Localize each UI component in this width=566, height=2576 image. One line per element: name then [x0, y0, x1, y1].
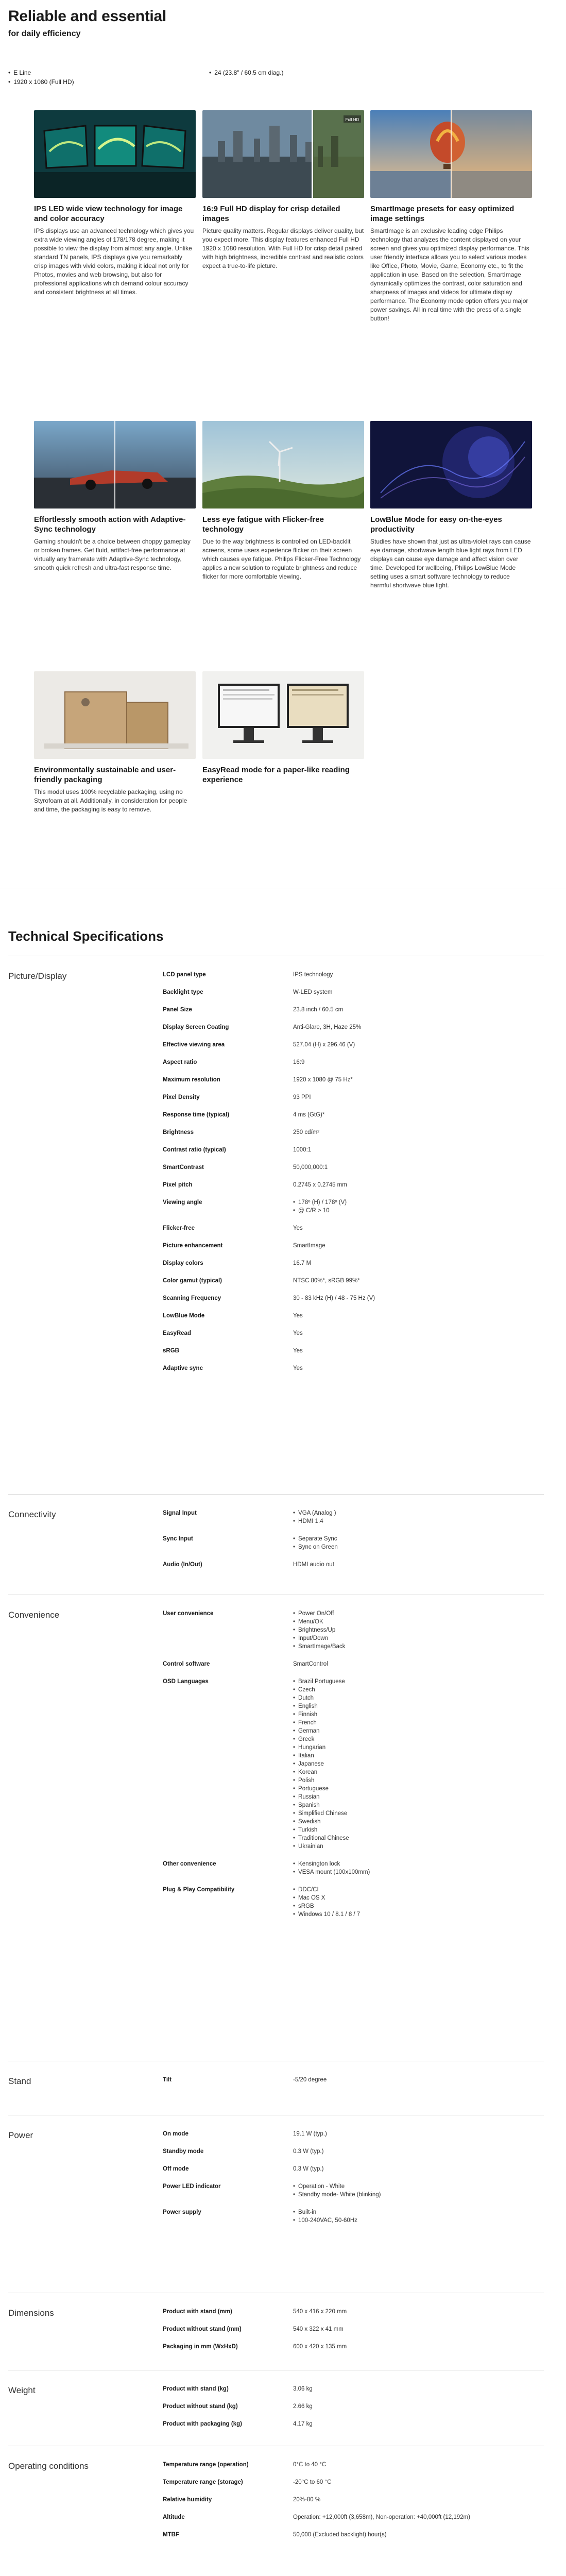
- spec-label: Altitude: [163, 2514, 185, 2520]
- feature-image-adaptive-sync: [34, 421, 196, 509]
- spec-value: [293, 1242, 540, 1250]
- page-subtitle: for daily efficiency: [8, 29, 81, 38]
- spec-value-item: • Russian: [293, 1793, 540, 1801]
- spec-label: Adaptive sync: [163, 1365, 203, 1371]
- spec-value-item: 1000:1: [293, 1147, 312, 1153]
- page-title: Reliable and essential: [8, 8, 166, 25]
- feature-packaging: [34, 671, 196, 814]
- feature-adaptive-sync: [34, 421, 196, 572]
- spec-value-item: • Japanese: [293, 1760, 540, 1768]
- spec-value-item: • Finnish: [293, 1710, 540, 1719]
- spec-value-item: • HDMI 1.4: [293, 1517, 540, 1526]
- spec-label: Product with packaging (kg): [163, 2421, 242, 2427]
- spec-value: [293, 1860, 540, 1876]
- spec-label: On mode: [163, 2131, 188, 2137]
- spec-label: LCD panel type: [163, 972, 206, 978]
- hero: [8, 7, 544, 39]
- spec-value-item: 0.2745 x 0.2745 mm: [293, 1182, 347, 1188]
- spec-section-title: Power: [8, 2130, 33, 2140]
- spec-label: Response time (typical): [163, 1112, 230, 1118]
- spec-label: Sync Input: [163, 1536, 193, 1542]
- spec-value-item: -5/20 degree: [293, 2077, 327, 2083]
- spec-value-item: 2.66 kg: [293, 2403, 313, 2410]
- feature-ips: [34, 110, 196, 297]
- spec-value: [293, 2208, 540, 2225]
- spec-label: Brightness: [163, 1129, 194, 1136]
- feature-image-smartimage: [370, 110, 532, 198]
- spec-value: [293, 1224, 540, 1232]
- spec-value: [293, 2513, 540, 2521]
- spec-value-item: • Ukrainian: [293, 1842, 540, 1851]
- spec-section-title: Operating conditions: [8, 2461, 89, 2471]
- spec-value-item: • 178º (H) / 178º (V): [293, 1198, 540, 1207]
- spec-value-item: • Brazil Portuguese: [293, 1677, 540, 1686]
- spec-value-item: • DDC/CI: [293, 1886, 540, 1894]
- feature-text: Picture quality matters. Regular displays deliver quality, but you expect more. This display features enhanced Full HD 1920 x 1080 resolution. With Full HD for crisp detail paired with high brightness, incredible contrast and realistic colors expect a true-to-life picture.: [202, 227, 364, 269]
- feature-title: EasyRead mode for a paper-like reading experience: [202, 766, 350, 784]
- spec-label: Flicker-free: [163, 1225, 195, 1231]
- spec-value-item: • Turkish: [293, 1826, 540, 1834]
- spec-label: EasyRead: [163, 1330, 191, 1336]
- spec-section-title: Picture/Display: [8, 971, 67, 981]
- specs-title: Technical Specifications: [8, 928, 164, 944]
- spec-label: Backlight type: [163, 989, 203, 995]
- spec-value-item: 3.06 kg: [293, 2386, 313, 2392]
- spec-value: [293, 2165, 540, 2173]
- spec-value-item: • Separate Sync: [293, 1535, 540, 1543]
- feature-title: LowBlue Mode for easy on-the-eyes productivity: [370, 515, 502, 534]
- spec-label: Temperature range (operation): [163, 2462, 249, 2468]
- spec-value: [293, 2402, 540, 2411]
- spec-label: Display colors: [163, 1260, 203, 1266]
- spec-value-item: • VGA (Analog ): [293, 1509, 540, 1517]
- spec-value: [293, 1609, 540, 1651]
- spec-value-item: Yes: [293, 1313, 303, 1319]
- feature-image-ips: [34, 110, 196, 198]
- spec-label: Pixel pitch: [163, 1182, 193, 1188]
- feature-title: 16:9 Full HD display for crisp detailed images: [202, 205, 340, 223]
- spec-label: Picture enhancement: [163, 1243, 223, 1249]
- spec-value-item: • English: [293, 1702, 540, 1710]
- blue-light-image: [370, 421, 532, 509]
- spec-value-item: • 100-240VAC, 50-60Hz: [293, 2216, 540, 2225]
- feature-title: IPS LED wide view technology for image and color accuracy: [34, 205, 183, 223]
- spec-value: [293, 2461, 540, 2469]
- spec-value: [293, 1128, 540, 1137]
- spec-value-item: 600 x 420 x 135 mm: [293, 2344, 347, 2350]
- feature-image-flicker-free: [202, 421, 364, 509]
- spec-value-item: 0.3 W (typ.): [293, 2166, 324, 2172]
- spec-value-item: • Operation - White: [293, 2182, 540, 2191]
- spec-value-item: IPS technology: [293, 972, 333, 978]
- spec-value-item: SmartImage: [293, 1243, 325, 1249]
- city-skyline-image: [202, 110, 364, 198]
- spec-value-item: • Power On/Off: [293, 1609, 540, 1618]
- spec-section: [8, 1494, 544, 1568]
- feature-smartimage: [370, 110, 532, 323]
- spec-value: [293, 2420, 540, 2428]
- spec-value-item: • Kensington lock: [293, 1860, 540, 1868]
- spec-value: [293, 1329, 540, 1337]
- feature-flicker-free: [202, 421, 364, 581]
- spec-value: [293, 2496, 540, 2504]
- spec-value: [293, 1181, 540, 1189]
- spec-value: [293, 971, 540, 979]
- spec-value-item: Operation: +12,000ft (3,658m), Non-operation: +40,000ft (12,192m): [293, 2514, 470, 2520]
- spec-value: [293, 988, 540, 996]
- feature-title: Environmentally sustainable and user-friendly packaging: [34, 766, 176, 784]
- spec-value-item: 20%-80 %: [293, 2497, 321, 2503]
- spec-value: [293, 1259, 540, 1267]
- spec-value: [293, 2076, 540, 2084]
- spec-label: Power LED indicator: [163, 2183, 221, 2190]
- spec-value: [293, 2478, 540, 2486]
- spec-value-item: 0°C to 40 °C: [293, 2462, 327, 2468]
- spec-label: Off mode: [163, 2166, 189, 2172]
- spec-value: [293, 1677, 540, 1851]
- feature-image-lowblue: [370, 421, 532, 509]
- spec-value-item: • Built-in: [293, 2208, 540, 2216]
- spec-value-item: 4 ms (GtG)*: [293, 1112, 325, 1118]
- spec-value-item: • Polish: [293, 1776, 540, 1785]
- spec-value: [293, 1886, 540, 1919]
- feature-fullhd: [202, 110, 364, 270]
- spec-label: User convenience: [163, 1611, 214, 1617]
- spec-value-item: • German: [293, 1727, 540, 1735]
- spec-value-item: • Input/Down: [293, 1634, 540, 1642]
- spec-label: Other convenience: [163, 1861, 216, 1867]
- key-specs-left: [8, 68, 173, 87]
- spec-value: [293, 1364, 540, 1372]
- spec-value-item: 50,000,000:1: [293, 1164, 328, 1171]
- spec-value-item: 1920 x 1080 @ 75 Hz*: [293, 1077, 353, 1083]
- spec-label: Maximum resolution: [163, 1077, 220, 1083]
- spec-label: OSD Languages: [163, 1679, 209, 1685]
- spec-value-item: 19.1 W (typ.): [293, 2131, 327, 2137]
- spec-value-item: • SmartImage/Back: [293, 1642, 540, 1651]
- spec-value: [293, 1076, 540, 1084]
- spec-value: [293, 1023, 540, 1031]
- spec-value-item: • Brightness/Up: [293, 1626, 540, 1634]
- feature-text: Gaming shouldn't be a choice between choppy gameplay or broken frames. Get fluid, artifact-free performance at virtually any framerate with Adaptive-Sync technology, smooth quick refresh and ultra-fast response time.: [34, 538, 191, 571]
- spec-value: [293, 1312, 540, 1320]
- spec-section-title: Convenience: [8, 1610, 60, 1620]
- spec-label: Panel Size: [163, 1007, 192, 1013]
- spec-value-item: Yes: [293, 1348, 303, 1354]
- spec-value-item: • Traditional Chinese: [293, 1834, 540, 1842]
- spec-value-item: • Spanish: [293, 1801, 540, 1809]
- spec-value: [293, 1163, 540, 1172]
- spec-value: [293, 1111, 540, 1119]
- spec-value-item: • French: [293, 1719, 540, 1727]
- spec-value-item: • Korean: [293, 1768, 540, 1776]
- spec-value-item: • sRGB: [293, 1902, 540, 1910]
- easyread-monitors-image: [202, 671, 364, 759]
- car-racing-image: [34, 421, 196, 509]
- spec-value: [293, 1198, 540, 1215]
- feature-text: Studies have shown that just as ultra-violet rays can cause eye damage, shortwave length blue light rays from LED displays can cause eye damage and affect vision over time. Developed for wellbeing, Philips LowBlue Mode setting uses a smart software technology to reduce harmful shortwave blue light.: [370, 538, 531, 589]
- spec-label: Product with stand (kg): [163, 2386, 229, 2392]
- spec-label: Pixel Density: [163, 1094, 200, 1100]
- windmill-landscape-image: [202, 421, 364, 509]
- spec-value: [293, 2385, 540, 2393]
- key-spec-item: • E Line: [8, 68, 173, 77]
- spec-label: Packaging in mm (WxHxD): [163, 2344, 238, 2350]
- spec-label: Viewing angle: [163, 1199, 202, 1206]
- spec-value-item: • Greek: [293, 1735, 540, 1743]
- spec-value: [293, 1058, 540, 1066]
- spec-label: Power supply: [163, 2209, 201, 2215]
- spec-value-item: Yes: [293, 1365, 303, 1371]
- spec-value-item: • Simplified Chinese: [293, 1809, 540, 1818]
- spec-section-title: Stand: [8, 2076, 31, 2086]
- spec-label: Signal Input: [163, 1510, 197, 1516]
- spec-value-item: Yes: [293, 1330, 303, 1336]
- spec-value: [293, 1561, 540, 1569]
- feature-text: This model uses 100% recyclable packaging, using no Styrofoam at all. Additionally, in consideration for people and time, the packaging is easy to remove.: [34, 788, 187, 813]
- spec-value: [293, 2130, 540, 2138]
- packaging-image: [34, 671, 196, 759]
- spec-label: Aspect ratio: [163, 1059, 197, 1065]
- spec-label: Display Screen Coating: [163, 1024, 229, 1030]
- spec-value-item: 16:9: [293, 1059, 305, 1065]
- spec-value: [293, 2147, 540, 2156]
- spec-label: Product with stand (mm): [163, 2309, 232, 2315]
- spec-label: Contrast ratio (typical): [163, 1147, 226, 1153]
- full-hd-badge: Full HD: [345, 117, 359, 122]
- spec-value: [293, 2325, 540, 2333]
- spec-value-item: Anti-Glare, 3H, Haze 25%: [293, 1024, 362, 1030]
- spec-label: Audio (In/Out): [163, 1562, 202, 1568]
- spec-value-item: • Standby mode- White (blinking): [293, 2191, 540, 2199]
- spec-value-item: • Hungarian: [293, 1743, 540, 1752]
- feature-lowblue: [370, 421, 532, 590]
- spec-label: Standby mode: [163, 2148, 204, 2155]
- spec-value-item: 540 x 322 x 41 mm: [293, 2326, 344, 2332]
- spec-value: [293, 1093, 540, 1101]
- spec-label: MTBF: [163, 2532, 179, 2538]
- spec-value-item: • Swedish: [293, 1818, 540, 1826]
- spec-value-item: 250 cd/m²: [293, 1129, 320, 1136]
- spec-label: Temperature range (storage): [163, 2479, 243, 2485]
- spec-value: [293, 2531, 540, 2539]
- spec-value-item: 0.3 W (typ.): [293, 2148, 324, 2155]
- spec-value-item: HDMI audio out: [293, 1562, 334, 1568]
- feature-image-easyread: [202, 671, 364, 759]
- spec-label: Product without stand (mm): [163, 2326, 242, 2332]
- spec-value-item: 527.04 (H) x 296.46 (V): [293, 1042, 355, 1048]
- spec-value: [293, 1535, 540, 1551]
- spec-value-item: -20°C to 60 °C: [293, 2479, 332, 2485]
- key-spec-item: • 24 (23.8" / 60.5 cm diag.): [209, 68, 374, 77]
- spec-section-title: Weight: [8, 2385, 36, 2395]
- spec-value-item: • Sync on Green: [293, 1543, 540, 1551]
- ips-monitors-image: [34, 110, 196, 198]
- spec-value-item: • Windows 10 / 8.1 / 8 / 7: [293, 1910, 540, 1919]
- feature-image-fullhd: [202, 110, 364, 198]
- feature-image-packaging: [34, 671, 196, 759]
- spec-value: [293, 1294, 540, 1302]
- spec-value: [293, 2343, 540, 2351]
- spec-value-item: • Dutch: [293, 1694, 540, 1702]
- spec-value-item: 30 - 83 kHz (H) / 48 - 75 Hz (V): [293, 1295, 375, 1301]
- spec-value: [293, 1347, 540, 1355]
- spec-label: Product without stand (kg): [163, 2403, 238, 2410]
- feature-text: IPS displays use an advanced technology which gives you extra wide viewing angles of 178/178 degree, making it possible to view the display from almost any angle. Unlike standard TN panels, IPS displays give you remarkably crisp images with vivid colors, making it ideal not only for Photos, movies and web browsing, but also for professional applications which demand colour accuracy and consistent brightness at all times.: [34, 227, 194, 296]
- spec-value-item: SmartControl: [293, 1661, 328, 1667]
- spec-label: Color gamut (typical): [163, 1278, 222, 1284]
- spec-value-item: 4.17 kg: [293, 2421, 313, 2427]
- spec-value: [293, 1660, 540, 1668]
- spec-section-title: Dimensions: [8, 2308, 54, 2318]
- feature-title: Effortlessly smooth action with Adaptive-Sync technology: [34, 515, 186, 534]
- spec-value: [293, 1277, 540, 1285]
- spec-value-item: 93 PPI: [293, 1094, 311, 1100]
- spec-value-item: • Mac OS X: [293, 1894, 540, 1902]
- spec-label: SmartContrast: [163, 1164, 204, 1171]
- spec-value: [293, 2182, 540, 2199]
- key-spec-item: • 1920 x 1080 (Full HD): [8, 77, 173, 87]
- balloon-sunset-image: [370, 110, 532, 198]
- spec-value-item: • Portuguese: [293, 1785, 540, 1793]
- spec-value-item: W-LED system: [293, 989, 333, 995]
- spec-value: [293, 1146, 540, 1154]
- spec-label: Plug & Play Compatibility: [163, 1887, 235, 1893]
- spec-value-item: 50,000 (Excluded backlight) hour(s): [293, 2532, 387, 2538]
- spec-label: sRGB: [163, 1348, 179, 1354]
- spec-label: LowBlue Mode: [163, 1313, 205, 1319]
- spec-value: [293, 2308, 540, 2316]
- spec-value-item: • @ C/R > 10: [293, 1207, 540, 1215]
- spec-value: [293, 1006, 540, 1014]
- spec-label: Control software: [163, 1661, 210, 1667]
- feature-title: SmartImage presets for easy optimized image settings: [370, 205, 514, 223]
- spec-value-item: 16.7 M: [293, 1260, 312, 1266]
- spec-value: [293, 1041, 540, 1049]
- spec-section-title: Connectivity: [8, 1510, 56, 1519]
- spec-value-item: 540 x 416 x 220 mm: [293, 2309, 347, 2315]
- spec-value-item: 23.8 inch / 60.5 cm: [293, 1007, 344, 1013]
- feature-easyread: [202, 671, 364, 788]
- key-specs-right: [209, 68, 374, 77]
- spec-label: Relative humidity: [163, 2497, 212, 2503]
- feature-text: SmartImage is an exclusive leading edge Philips technology that analyzes the content displayed on your screen and gives you optimized display performance. This user friendly interface allows you to select various modes like Office, Photo, Movie, Game, Economy etc., to fit the application in use. Based on the selection, SmartImage dynamically optimizes the contrast, color saturation and sharpness of images and videos for ultimate display performance. The Economy mode option offers you major power savings. All in real time with the press of a single button!: [370, 227, 529, 322]
- spec-value-item: • Italian: [293, 1752, 540, 1760]
- feature-text: Due to the way brightness is controlled on LED-backlit screens, some users experience flicker on their screen which causes eye fatigue. Philips Flicker-Free Technology applies a new solution to regulate brightness and reduce flicker for more comfortable viewing.: [202, 538, 361, 580]
- spec-value-item: • VESA mount (100x100mm): [293, 1868, 540, 1876]
- spec-label: Scanning Frequency: [163, 1295, 221, 1301]
- spec-label: Effective viewing area: [163, 1042, 225, 1048]
- spec-value-item: • Menu/OK: [293, 1618, 540, 1626]
- spec-value-item: • Czech: [293, 1686, 540, 1694]
- spec-value: [293, 1509, 540, 1526]
- spec-label: Tilt: [163, 2077, 172, 2083]
- spec-value-item: Yes: [293, 1225, 303, 1231]
- feature-title: Less eye fatigue with Flicker-free technology: [202, 515, 324, 534]
- spec-value-item: NTSC 80%*, sRGB 99%*: [293, 1278, 360, 1284]
